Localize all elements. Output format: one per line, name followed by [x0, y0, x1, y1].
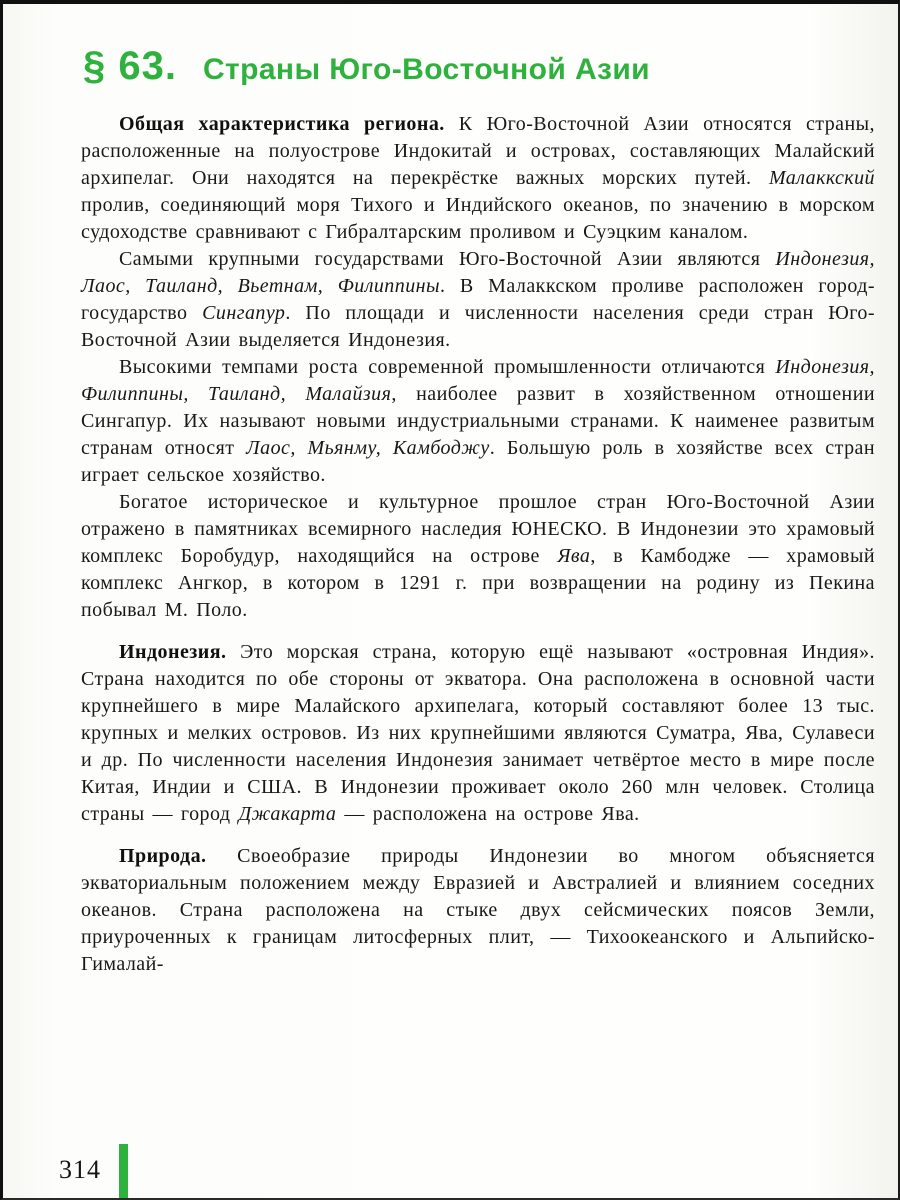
text-segment: Своеобразие природы Индонезии во многом объясняется экваториальным положением между Евразией и Австралией и влиянием соседних океанов. Страна расположена на стыке двух сейсмических поясов Земли, приуроченных к границам литосферных плит, — Тихоокеанского и Альпийско-Гималай- [81, 845, 876, 975]
paragraph-lead: Общая характеристика региона. [119, 113, 459, 135]
text-segment: — расположена на острове Ява. [336, 803, 640, 825]
page-title: Страны Юго-Восточной Азии [202, 53, 651, 86]
text-segment: , наиболее развит в хозяйственном отношении Сингапур. Их называют новыми индустриальными странами. К наименее развитым странам относят [81, 383, 876, 459]
text-segment: К Юго-Восточной Азии относятся страны, расположенные на полуострове Индокитай и островах, составляющих Малайский архипелаг. Они находятся на перекрёстке важных морских путей. [81, 113, 875, 189]
text-segment: Самыми крупными государствами Юго-Восточной Азии являются [119, 248, 776, 270]
emphasis-term: Сингапур [202, 302, 286, 324]
paragraph [81, 246, 875, 354]
emphasis-term: Малаккский [768, 167, 875, 189]
text-segment: Это морская страна, которую ещё называют «островная Индия». Страна находится по обе стороны от экватора. Она расположена в основной части крупнейшего в мире Малайского архипелага, который составляют более 13 тыс. крупных и мелких островов. Из них крупнейшими являются Суматра, Ява, Сулавеси и др. По численности населения Индонезия занимает четвёртое место в мире после Китая, Индии и США. В Индонезии проживает около 260 млн человек. Столица страны — город [81, 641, 875, 825]
section-heading [83, 44, 870, 89]
paragraph [81, 354, 875, 489]
paragraph-lead: Природа. [119, 845, 238, 867]
page-number: 314 [59, 1155, 101, 1184]
text-segment: . В Малаккском проливе расположен город-государство [81, 275, 875, 324]
paragraph [81, 639, 875, 828]
page-number-accent-bar [119, 1144, 128, 1198]
emphasis-term: Индонезия, Лаос, Таиланд, Вьетнам, Филиппины [81, 248, 875, 297]
paragraph [81, 111, 875, 246]
emphasis-term: Лаос, Мьянму, Камбоджу [246, 437, 490, 459]
paragraph-lead: Индонезия. [119, 641, 241, 663]
paragraph [81, 489, 875, 624]
text-segment: Богатое историческое и культурное прошлое стран Юго-Восточной Азии отражено в памятниках всемирного наследия ЮНЕСКО. В Индонезии это храмовый комплекс Боробудур, находящийся на острове [81, 491, 875, 567]
emphasis-term: Джакарта [238, 803, 337, 825]
text-segment: , в Камбодже — храмовый комплекс Ангкор, в котором в 1291 г. при возвращении на родину из Пекина побывал М. Поло. [81, 545, 875, 621]
emphasis-term: Ява [557, 545, 591, 567]
section-number: § 63. [83, 44, 177, 88]
paragraph [81, 843, 875, 978]
text-segment: Высокими темпами роста современной промышленности отличаются [119, 356, 776, 378]
text-segment: . По площади и численности населения среди стран Юго-Восточной Азии выделяется Индонезия. [81, 302, 875, 351]
emphasis-term: Индонезия, Филиппины, Таиланд, Малайзия [81, 356, 875, 405]
text-column [81, 111, 875, 978]
text-segment: пролив, соединяющий моря Тихого и Индийского океанов, по значению в морском судоходстве сравнивают с Гибралтарским проливом и Суэцким каналом. [81, 194, 875, 243]
text-segment: . Большую роль в хозяйстве всех стран играет сельское хозяйство. [81, 437, 876, 486]
page-footer [59, 1144, 128, 1198]
